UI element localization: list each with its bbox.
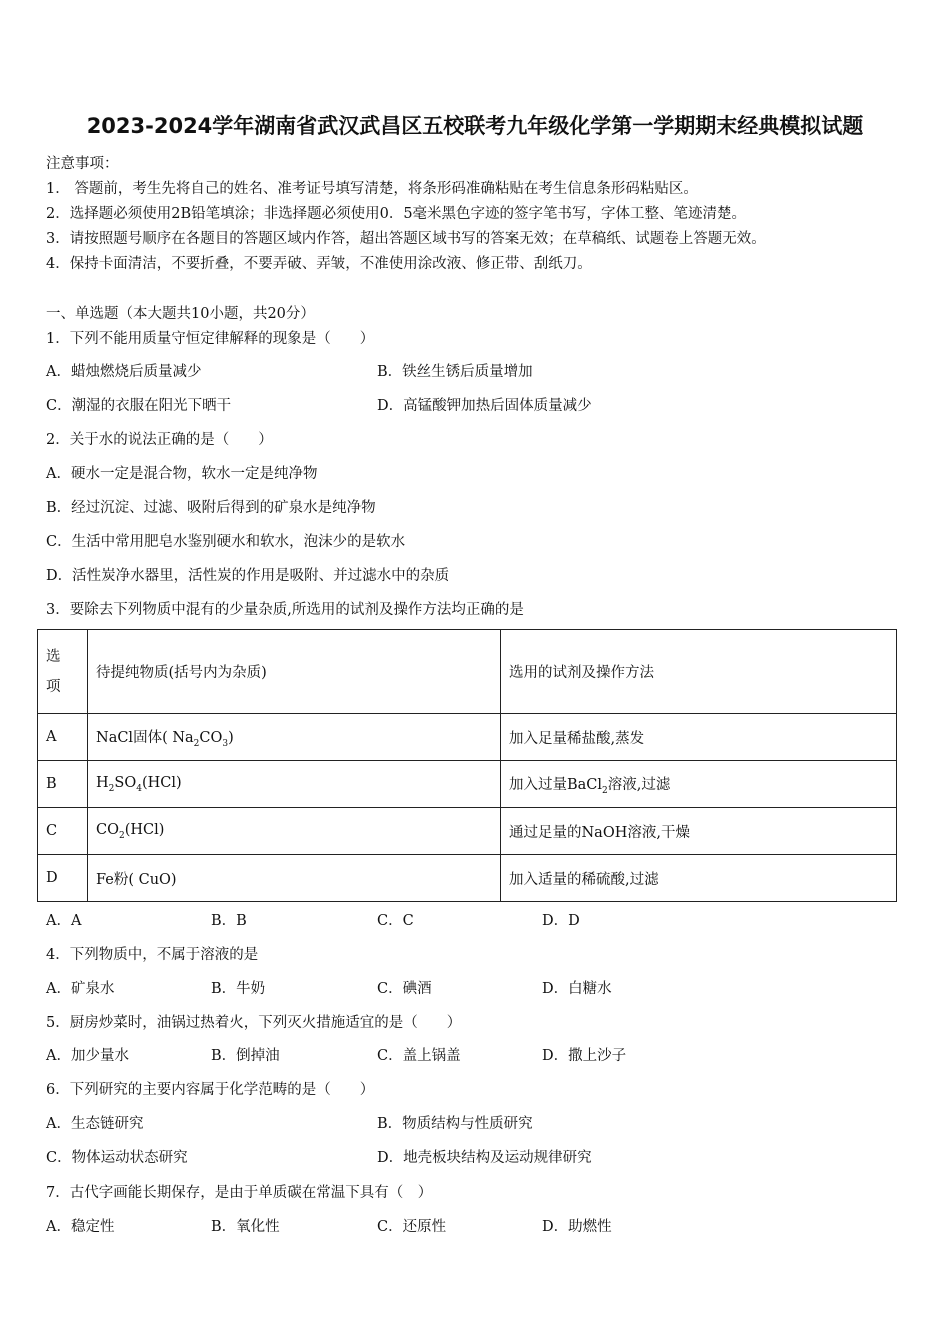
row-option: C: [38, 808, 88, 855]
question-3-table: [37, 629, 897, 902]
question-2-stem: 2．关于水的说法正确的是（ ）: [46, 432, 273, 448]
question-5-stem: 5．厨房炒菜时，油锅过热着火，下列灭火措施适宜的是（ ）: [46, 1015, 462, 1031]
question-3-option-d: D．D: [542, 913, 580, 929]
question-2-option-d: D．活性炭净水器里，活性炭的作用是吸附、并过滤水中的杂质: [46, 568, 450, 584]
question-7-option-c: C．还原性: [377, 1219, 447, 1235]
question-5-option-a: A．加少量水: [46, 1048, 129, 1064]
substance-text: CO: [199, 729, 223, 746]
question-1-option-a: A．蜡烛燃烧后质量减少: [46, 364, 202, 380]
page-title: 2023-2024学年湖南省武汉武昌区五校联考九年级化学第一学期期末经典模拟试题: [86, 114, 864, 138]
question-7-option-d: D．助燃性: [542, 1219, 612, 1235]
table-row: [38, 855, 897, 902]
question-3-option-b: B．B: [211, 913, 247, 929]
substance-text: (HCl): [124, 821, 165, 838]
question-5-option-d: D．撒上沙子: [542, 1048, 627, 1064]
notice-item-1: 1． 答题前，考生先将自己的姓名、准考证号填写清楚，将条形码准确粘贴在考生信息条形码粘贴区。: [46, 181, 698, 197]
question-3-option-a: A．A: [46, 913, 82, 929]
question-5-option-b: B．倒掉油: [211, 1048, 280, 1064]
row-method: 加入足量稀盐酸,蒸发: [501, 714, 897, 761]
table-row: [38, 714, 897, 761]
notice-item-4: 4．保持卡面清洁，不要折叠，不要弄破、弄皱，不准使用涂改液、修正带、刮纸刀。: [46, 256, 592, 272]
row-option: A: [38, 714, 88, 761]
header-option-cell: [38, 630, 88, 714]
question-2-option-a: A．硬水一定是混合物，软水一定是纯净物: [46, 466, 318, 482]
notice-heading: 注意事项：: [46, 156, 119, 172]
header-method: 选用的试剂及操作方法: [501, 630, 897, 714]
notice-item-2: 2．选择题必须使用2B铅笔填涂；非选择题必须使用0．5毫米黑色字迹的签字笔书写，字体工整、笔迹清楚。: [46, 206, 747, 222]
subscript: 2: [193, 738, 200, 749]
row-option: B: [38, 761, 88, 808]
question-4-option-a: A．矿泉水: [46, 981, 115, 997]
row-method: 加入适量的稀硫酸,过滤: [501, 855, 897, 902]
subscript: 2: [602, 785, 608, 796]
substance-text: (HCl): [141, 774, 182, 791]
header-substance: 待提纯物质(括号内为杂质): [88, 630, 501, 714]
section-heading: 一、单选题（本大题共10小题，共20分）: [46, 306, 315, 322]
question-2-option-b: B．经过沉淀、过滤、吸附后得到的矿泉水是纯净物: [46, 500, 376, 516]
subscript: 3: [222, 738, 229, 749]
substance-text: NaCl固体( Na: [96, 729, 194, 746]
method-text: 加入过量BaCl: [509, 776, 603, 793]
row-method: 通过足量的NaOH溶液,干燥: [501, 808, 897, 855]
substance-text: H: [96, 774, 109, 791]
question-4-option-d: D．白糖水: [542, 981, 612, 997]
question-4-option-c: C．碘酒: [377, 981, 432, 997]
table-row: [38, 761, 897, 808]
question-7-stem: 7．古代字画能长期保存，是由于单质碳在常温下具有（ ）: [46, 1185, 433, 1201]
question-1-option-d: D．高锰酸钾加热后固体质量减少: [377, 398, 592, 414]
table-row: [38, 808, 897, 855]
question-2-option-c: C．生活中常用肥皂水鉴别硬水和软水，泡沫少的是软水: [46, 534, 406, 550]
row-method: [501, 761, 897, 808]
subscript: 4: [136, 783, 142, 794]
notice-item-3: 3．请按照题号顺序在各题目的答题区域内作答，超出答题区域书写的答案无效；在草稿纸、试题卷上答题无效。: [46, 231, 766, 247]
question-1-option-b: B．铁丝生锈后质量增加: [377, 364, 533, 380]
question-1-option-c: C．潮湿的衣服在阳光下晒干: [46, 398, 232, 414]
row-substance: [88, 761, 501, 808]
subscript: 2: [108, 783, 115, 794]
question-5-option-c: C．盖上锅盖: [377, 1048, 461, 1064]
question-1-stem: 1．下列不能用质量守恒定律解释的现象是（ ）: [46, 331, 375, 347]
row-substance: [88, 714, 501, 761]
question-7-option-a: A．稳定性: [46, 1219, 115, 1235]
header-option-char-2: 项: [46, 678, 61, 695]
question-3-option-c: C．C: [377, 913, 414, 929]
question-4-stem: 4．下列物质中，不属于溶液的是: [46, 947, 259, 963]
question-3-stem: 3．要除去下列物质中混有的少量杂质,所选用的试剂及操作方法均正确的是: [46, 602, 524, 618]
subscript: 2: [118, 830, 125, 841]
question-7-option-b: B．氧化性: [211, 1219, 280, 1235]
row-substance: Fe粉( CuO): [88, 855, 501, 902]
row-option: D: [38, 855, 88, 902]
question-6-option-c: C．物体运动状态研究: [46, 1150, 188, 1166]
question-6-stem: 6．下列研究的主要内容属于化学范畴的是（ ）: [46, 1082, 375, 1098]
question-6-option-b: B．物质结构与性质研究: [377, 1116, 533, 1132]
substance-text: ): [228, 729, 234, 746]
table-header-row: [38, 630, 897, 714]
question-6-option-d: D．地壳板块结构及运动规律研究: [377, 1150, 592, 1166]
row-substance: [88, 808, 501, 855]
header-option-char-1: 选: [46, 648, 61, 665]
substance-text: SO: [114, 774, 137, 791]
method-text: 溶液,过滤: [607, 776, 671, 793]
question-4-option-b: B．牛奶: [211, 981, 266, 997]
question-6-option-a: A．生态链研究: [46, 1116, 144, 1132]
substance-text: CO: [96, 821, 119, 838]
